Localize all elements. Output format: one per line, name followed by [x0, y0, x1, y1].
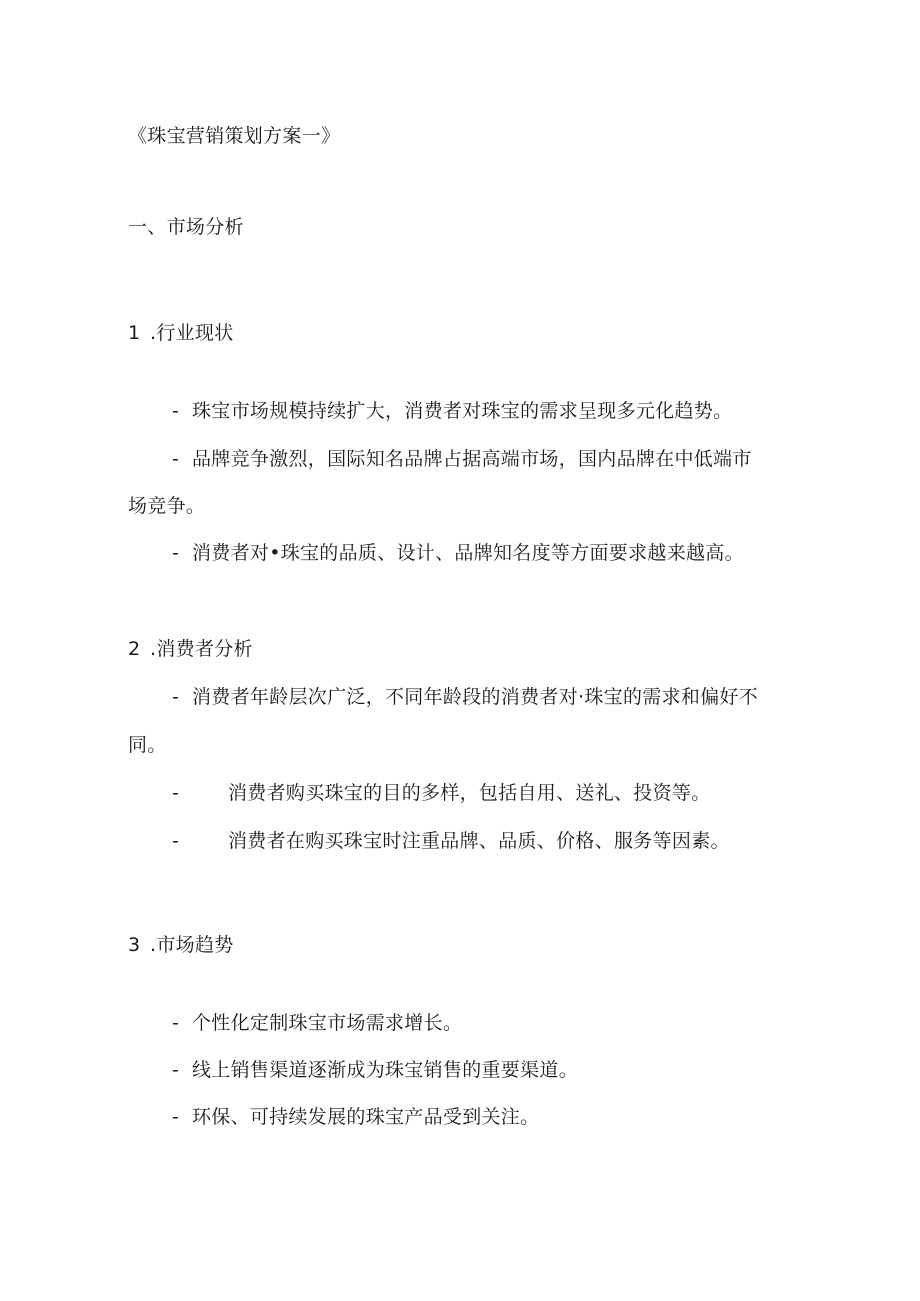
bullet-dash: -: [172, 830, 179, 852]
bullet-text: 品牌竞争激烈，国际知名品牌占据高端市场，国内品牌在中低端市: [192, 448, 752, 470]
bullet-dash: -: [172, 1059, 179, 1081]
bullet-text: 个性化定制珠宝市场需求增长。: [192, 1012, 463, 1034]
bullet-text: 消费者在购买珠宝时注重品牌、品质、价格、服务等因素。: [228, 830, 730, 852]
bullet-text: 消费者对•珠宝的品质、设计、品牌知名度等方面要求越来越高。: [192, 542, 744, 564]
subsection-3-heading: .市场趋势: [150, 934, 234, 956]
subsection-3-number: 3: [128, 934, 141, 956]
document-title: 《珠宝营销策划方案一》: [128, 125, 341, 147]
bullet-dash: -: [172, 400, 179, 422]
bullet-text: 消费者年龄层次广泛，不同年龄段的消费者对·珠宝的需求和偏好不: [192, 686, 759, 708]
bullet-text-continuation: 同。: [128, 734, 167, 756]
bullet-text: 珠宝市场规模持续扩大，消费者对珠宝的需求呈现多元化趋势。: [192, 400, 733, 422]
bullet-dash: -: [172, 542, 179, 564]
subsection-1-heading: .行业现状: [150, 322, 234, 344]
bullet-text-continuation: 场竞争。: [128, 495, 206, 517]
bullet-text: 环保、可持续发展的珠宝产品受到关注。: [192, 1106, 540, 1128]
subsection-1-number: 1: [128, 322, 141, 344]
subsection-2-heading: .消费者分析: [150, 638, 253, 660]
bullet-dash: -: [172, 782, 179, 804]
bullet-text: 线上销售渠道逐渐成为珠宝销售的重要渠道。: [192, 1059, 579, 1081]
subsection-2-number: 2: [128, 638, 141, 660]
bullet-text: 消费者购买珠宝的目的多样，包括自用、送礼、投资等。: [228, 782, 711, 804]
bullet-dash: -: [172, 1106, 179, 1128]
bullet-dash: -: [172, 1012, 179, 1034]
bullet-dash: -: [172, 448, 179, 470]
section-heading-market-analysis: 一、市场分析: [128, 216, 244, 238]
bullet-dash: -: [172, 686, 179, 708]
